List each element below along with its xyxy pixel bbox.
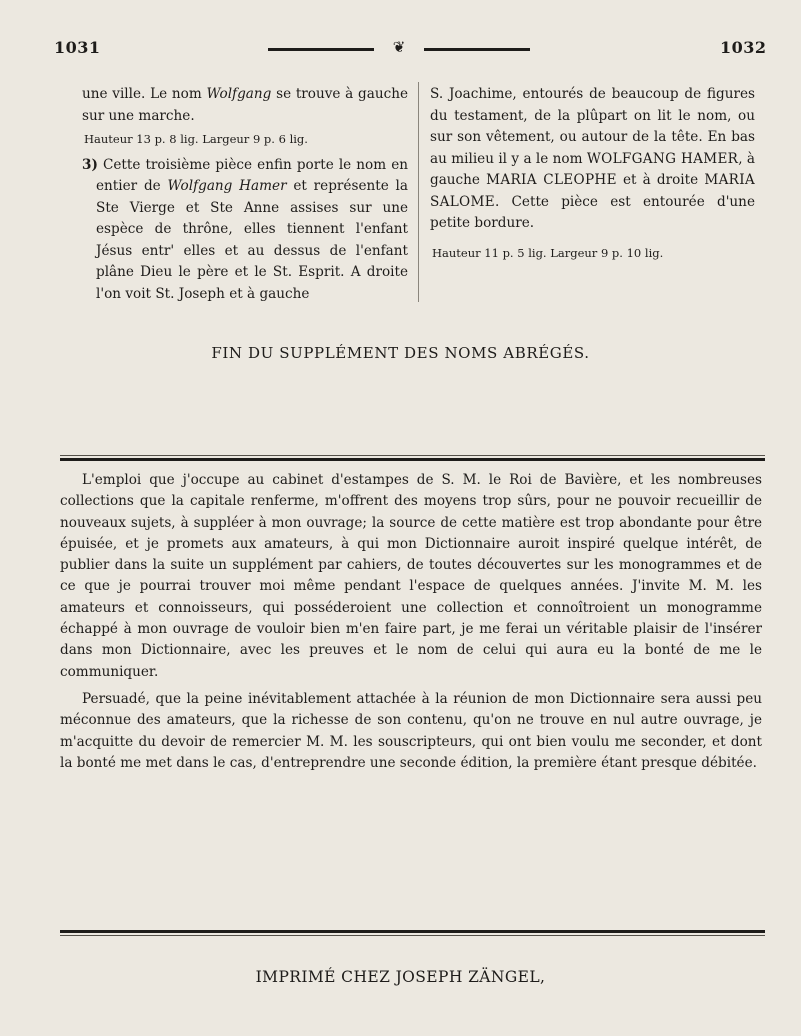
section-rule-thin xyxy=(60,455,765,456)
name-italic: Wolfgang xyxy=(206,86,272,102)
right-column xyxy=(430,84,755,268)
header-rule-right xyxy=(424,48,530,51)
right-paragraph xyxy=(430,84,755,235)
text-span: une ville. Le nom xyxy=(82,86,207,102)
column-divider xyxy=(418,82,419,302)
inscription-name: MARIA SALOME xyxy=(430,172,756,210)
left-paragraph xyxy=(82,84,408,127)
text-span: se trouve à gauche sur une marche. xyxy=(82,86,408,124)
footer-rule-thick xyxy=(60,930,765,933)
afterword-paragraph-1: L'emploi que j'occupe au cabinet d'estampes de S. M. le Roi de Bavière, et les nombreuses collections que la capitale renferme, m'offrent des moyens trop sûrs, pour ne pouvoir recueillir de nouveaux sujets, à suppléer à mon ouvrage; la source de cette matière est trop abondante pour être épuisée, et je promets aux amateurs, à qui mon Dictionnaire auroit inspiré quelque intérêt, de publier dans la suite un supplément par cahiers, de toutes découvertes sur les monogrammes et de ce que je pourrai trouver moi même pendant l'espace de quelques années. J'invite M. M. les amateurs et connoisseurs, qui posséderoient une collection et connoîtroient un monogramme échappé à mon ouvrage de vouloir bien m'en faire part, je me ferai un véritable plaisir de l'insérer dans mon Dictionnaire, avec les preuves et le nom de celui qui aura eu la bonté de me le communiquer. xyxy=(60,472,762,680)
page-number-right: 1032 xyxy=(720,38,767,57)
inscription-name: MARIA CLEOPHE xyxy=(486,172,617,188)
inscription-name: WOLFGANG HAMER xyxy=(586,150,739,167)
text-span: S. Joachime, entourés de beaucoup de figures du testament, de la plûpart on lit le nom, ou sur son vêtement, ou autour de la tête. En bas au milieu il y a le nom xyxy=(430,86,755,167)
header-rule-left xyxy=(268,48,374,51)
entry-3 xyxy=(82,155,408,306)
header-ornament-icon: ❦ xyxy=(392,38,406,56)
text-span: Cette troisième pièce enfin porte le nom en entier de xyxy=(96,156,408,194)
text-span: . Cette pièce est entourée d'une petite bordure. xyxy=(430,193,755,231)
footer-rule-thin xyxy=(60,935,765,936)
dimensions-left: Hauteur 13 p. 8 lig. Largeur 9 p. 6 lig. xyxy=(84,132,308,146)
text-span: , à gauche xyxy=(430,150,755,188)
afterword xyxy=(60,470,762,774)
printer-imprint: IMPRIMÉ CHEZ JOSEPH ZÄNGEL, xyxy=(255,968,546,986)
dimensions-right: Hauteur 11 p. 5 lig. Largeur 9 p. 10 lig. xyxy=(432,245,664,260)
section-end-title: FIN DU SUPPLÉMENT DES NOMS ABRÉGÉS. xyxy=(211,344,590,362)
name-italic: Wolfgang Hamer xyxy=(167,178,287,194)
left-column xyxy=(82,84,408,305)
page-number-left: 1031 xyxy=(54,38,101,57)
text-span: et à droite xyxy=(616,172,705,188)
entry-number: 3) xyxy=(82,156,98,173)
text-span: et représente la Ste Vierge et Ste Anne assises sur une espèce de thrône, elles tiennent l'enfant Jésus entr' elles et au dessus de l'enfant plâne Dieu le père et le St. Esprit. A droite l'on voit St. Joseph et à gauche xyxy=(96,178,409,302)
afterword-paragraph-2: Persuadé, que la peine inévitablement attachée à la réunion de mon Dictionnaire sera aussi peu méconnue des amateurs, que la richesse de son contenu, qu'on ne trouve en nul autre ouvrage, je m'acquitte du devoir de remercier M. M. les souscripteurs, qui ont bien voulu me seconder, et dont la bonté me met dans le cas, d'entreprendre une seconde édition, la première étant presque débitée. xyxy=(60,690,762,771)
section-rule-thick xyxy=(60,458,765,461)
